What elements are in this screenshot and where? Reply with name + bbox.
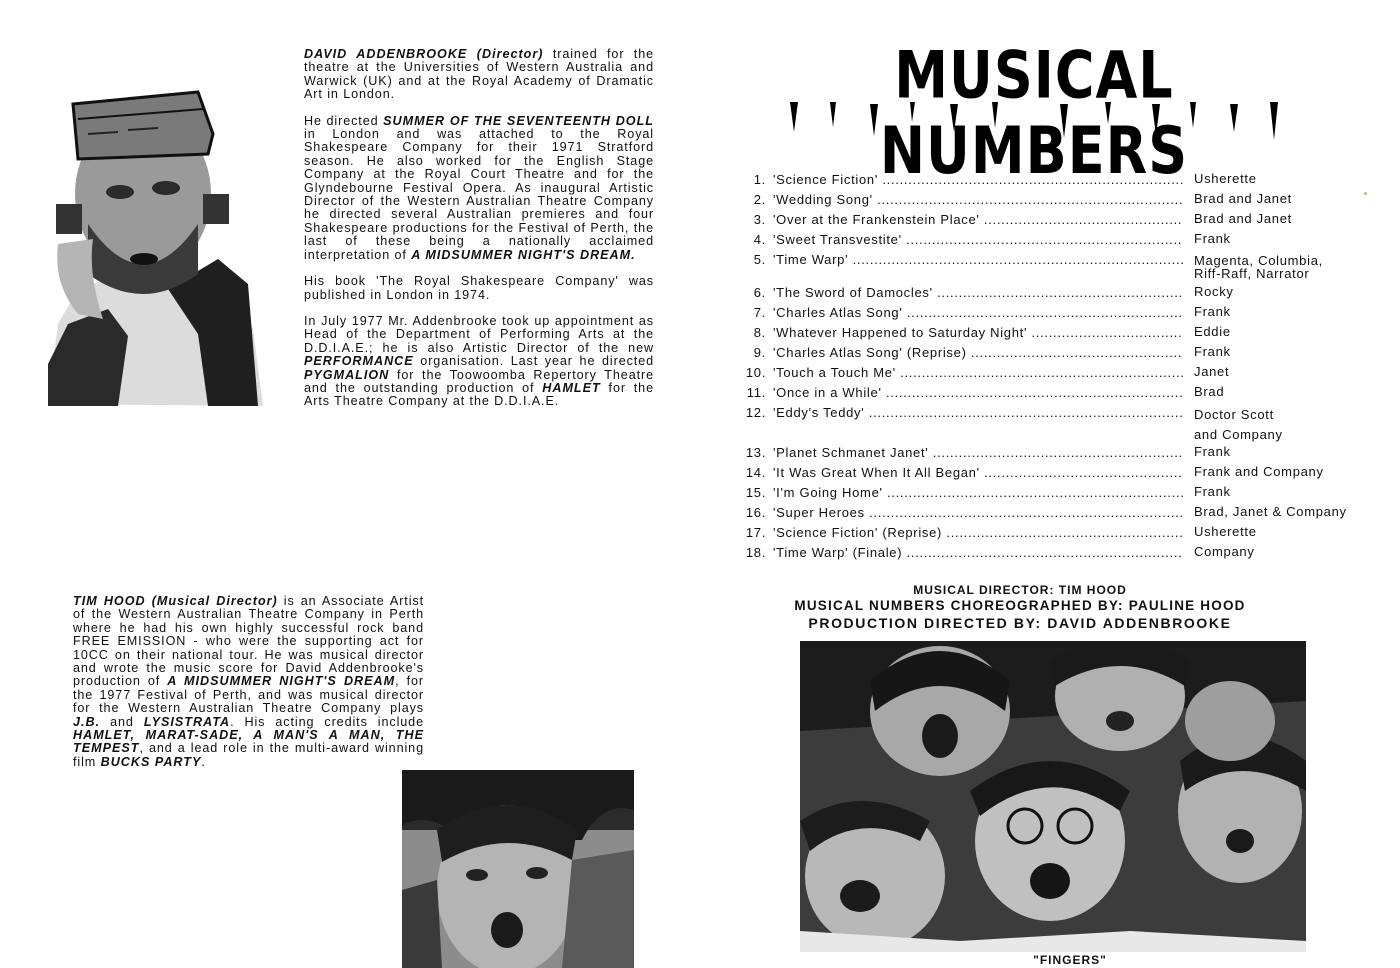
- performer: Usherette: [1194, 171, 1257, 186]
- list-item: [740, 545, 1380, 565]
- list-item: [740, 505, 1380, 525]
- performer: Frank and Company: [1194, 464, 1324, 479]
- song-title: 'Time Warp' (Finale) .....: [773, 545, 1183, 560]
- director-bio-text-4a: In July 1977 Mr. Addenbrooke took up appointment as Head of the Department of Performing Arts at the D.D.I.A.E.; he is also Artistic Director of the new: [304, 313, 654, 355]
- song-title: 'Touch a Touch Me' .....: [773, 365, 1183, 380]
- song-number: 18.: [745, 545, 766, 560]
- director-bio-text-4g: for the Arts Theatre Company at the D.D.I.A.E.: [304, 380, 654, 409]
- song-number: 3.: [753, 212, 766, 227]
- song-title: 'Super Heroes .....: [773, 505, 1183, 520]
- song-number: 5.: [753, 252, 766, 267]
- song-number: 15.: [745, 485, 766, 500]
- performer: Eddie: [1194, 324, 1231, 339]
- performer: Frank: [1194, 484, 1231, 499]
- list-item: [740, 445, 1380, 465]
- list-item: [740, 345, 1380, 365]
- list-item: [740, 465, 1380, 485]
- tim-title-credits: HAMLET, MARAT-SADE, A MAN'S A MAN, THE TEMPEST: [73, 728, 424, 756]
- list-item: [740, 525, 1380, 545]
- song-title: 'Science Fiction' .....: [773, 172, 1183, 187]
- list-item: [740, 385, 1380, 405]
- director-bio-paragraph-4: [304, 315, 654, 409]
- performer: Brad and Janet: [1194, 211, 1292, 226]
- tim-hood-name: TIM HOOD (Musical Director): [73, 594, 278, 608]
- performer: Frank: [1194, 304, 1231, 319]
- performer: Doctor Scott and Company: [1194, 407, 1283, 442]
- director-name: DAVID ADDENBROOKE (Director): [304, 47, 544, 61]
- performer: Rocky: [1194, 284, 1234, 299]
- song-number: 1.: [753, 172, 766, 187]
- tim-title-bucks-party: BUCKS PARTY: [100, 754, 202, 769]
- performer: Magenta, Columbia, Riff-Raff, Narrator: [1194, 253, 1323, 281]
- song-title: 'I'm Going Home' .....: [773, 485, 1183, 500]
- tim-bio-text-2: , for the 1977 Festival of Perth, and was musical director for the Western Australian Theatre Company plays: [73, 674, 424, 716]
- performer: Frank: [1194, 444, 1231, 459]
- director-bio-paragraph-1: [304, 48, 654, 102]
- title-hamlet: HAMLET: [542, 380, 601, 395]
- song-number: 4.: [753, 232, 766, 247]
- song-title: 'Science Fiction' (Reprise) .....: [773, 525, 1183, 540]
- song-title: 'Once in a While' .....: [773, 385, 1183, 400]
- choreographer-credit: MUSICAL NUMBERS CHOREOGRAPHED BY: PAULINE HOOD: [794, 598, 1246, 613]
- performer: Janet: [1194, 364, 1230, 379]
- list-item: [740, 252, 1380, 285]
- tim-hood-bio: [73, 595, 424, 782]
- photo-caption: "FINGERS": [1033, 953, 1107, 967]
- musical-numbers-list: [740, 172, 1380, 565]
- cast-photo: [800, 641, 1306, 952]
- director-photo: [48, 74, 272, 406]
- list-item: [740, 365, 1380, 385]
- tim-hood-photo: [402, 770, 634, 968]
- performer: Frank: [1194, 231, 1231, 246]
- list-item: [740, 325, 1380, 345]
- list-item: [740, 405, 1380, 445]
- song-number: 6.: [753, 285, 766, 300]
- song-title: 'Eddy's Teddy' .....: [773, 405, 1183, 420]
- song-number: 13.: [745, 445, 766, 460]
- song-number: 7.: [753, 305, 766, 320]
- title-pygmalion: PYGMALION: [304, 367, 390, 382]
- song-title: 'Whatever Happened to Saturday Night' .....: [773, 325, 1183, 340]
- tim-hood-bio-paragraph: [73, 595, 424, 769]
- list-item: [740, 285, 1380, 305]
- tim-title-midsummer: A MIDSUMMER NIGHT'S DREAM: [167, 674, 396, 689]
- song-title: 'Charles Atlas Song' (Reprise) .....: [773, 345, 1183, 360]
- tim-bio-text-5: , and a lead role in the multi-award winning film: [73, 741, 424, 769]
- song-title: 'Wedding Song' .....: [773, 192, 1183, 207]
- director-bio-text-2c: in London and was attached to the Royal Shakespeare Company for their 1971 Stratford season. He also worked for the English Stage Company at the Royal Court Theatre and for the Glyndebourne Festival Opera. As inaugural Artistic Director of the Western Australian Theatre Company he directed several Australian premieres and four Shakespeare productions for the Festival of Perth, the last of these being a nationally acclaimed interpretation of: [304, 127, 654, 262]
- print-speck: [1364, 192, 1367, 195]
- production-credit: PRODUCTION DIRECTED BY: DAVID ADDENBROOKE: [808, 615, 1232, 631]
- tim-bio-text-3: and: [100, 714, 144, 729]
- director-bio-text-4e: for the Toowoomba Repertory Theatre and the outstanding production of: [304, 367, 654, 395]
- performer: Brad and Janet: [1194, 191, 1292, 206]
- title-performance: PERFORMANCE: [304, 354, 414, 369]
- song-number: 8.: [753, 325, 766, 340]
- performer: Brad: [1194, 384, 1225, 399]
- director-bio-paragraph-2: [304, 115, 654, 262]
- song-title: 'Over at the Frankenstein Place' .....: [773, 212, 1183, 227]
- list-item: [740, 305, 1380, 325]
- title-text: MUSICAL NUMBERS: [879, 37, 1189, 189]
- tim-bio-text-4: . His acting credits include: [230, 714, 424, 729]
- song-number: 2.: [753, 192, 766, 207]
- title-summer-doll: SUMMER OF THE SEVENTEENTH DOLL: [383, 113, 654, 128]
- title-midsummer: A MIDSUMMER NIGHT'S DREAM.: [411, 247, 636, 262]
- tim-bio-text-6: .: [201, 754, 206, 769]
- director-bio-text-1: trained for the theatre at the Universities of Western Australia and Warwick (UK) and at the Royal Academy of Dramatic Art in London.: [304, 47, 655, 102]
- list-item: [740, 212, 1380, 232]
- list-item: [740, 232, 1380, 252]
- list-item: [740, 192, 1380, 212]
- song-title: 'Sweet Transvestite' .....: [773, 232, 1183, 247]
- musical-director-credit: MUSICAL DIRECTOR: TIM HOOD: [913, 583, 1127, 597]
- performer: Brad, Janet & Company: [1194, 504, 1347, 519]
- song-number: 10.: [745, 365, 766, 380]
- performer: Company: [1194, 544, 1255, 559]
- song-title: 'Planet Schmanet Janet' .....: [773, 445, 1183, 460]
- song-title: 'The Sword of Damocles' .....: [773, 285, 1183, 300]
- song-number: 14.: [745, 465, 766, 480]
- tim-title-lysistrata: LYSISTRATA: [143, 714, 231, 729]
- song-number: 16.: [745, 505, 766, 520]
- song-title: 'Time Warp' .....: [773, 252, 1183, 267]
- director-bio-paragraph-3: His book 'The Royal Shakespeare Company' was published in London in 1974.: [304, 274, 654, 302]
- director-bio-text-2a: He directed: [304, 113, 384, 128]
- song-number: 9.: [753, 345, 766, 360]
- list-item: [740, 172, 1380, 192]
- list-item: [740, 485, 1380, 505]
- tim-title-jb: J.B.: [73, 714, 101, 729]
- song-title: 'Charles Atlas Song' .....: [773, 305, 1183, 320]
- performer: Frank: [1194, 344, 1231, 359]
- director-bio-text-4c: organisation. Last year he directed: [413, 354, 654, 369]
- tim-bio-text-1: is an Associate Artist of the Western Australian Theatre Company in Perth where he had his own highly successful rock band FREE EMISSION - who were the supporting act for 10CC on their national tour. He was musical director and wrote the music score for David Addenbrooke's production of: [73, 594, 424, 689]
- song-number: 12.: [745, 405, 766, 420]
- song-title: 'It Was Great When It All Began' .....: [773, 465, 1183, 480]
- performer: Usherette: [1194, 524, 1257, 539]
- song-number: 11.: [746, 385, 766, 400]
- director-bio: [304, 48, 654, 422]
- song-number: 17.: [745, 525, 766, 540]
